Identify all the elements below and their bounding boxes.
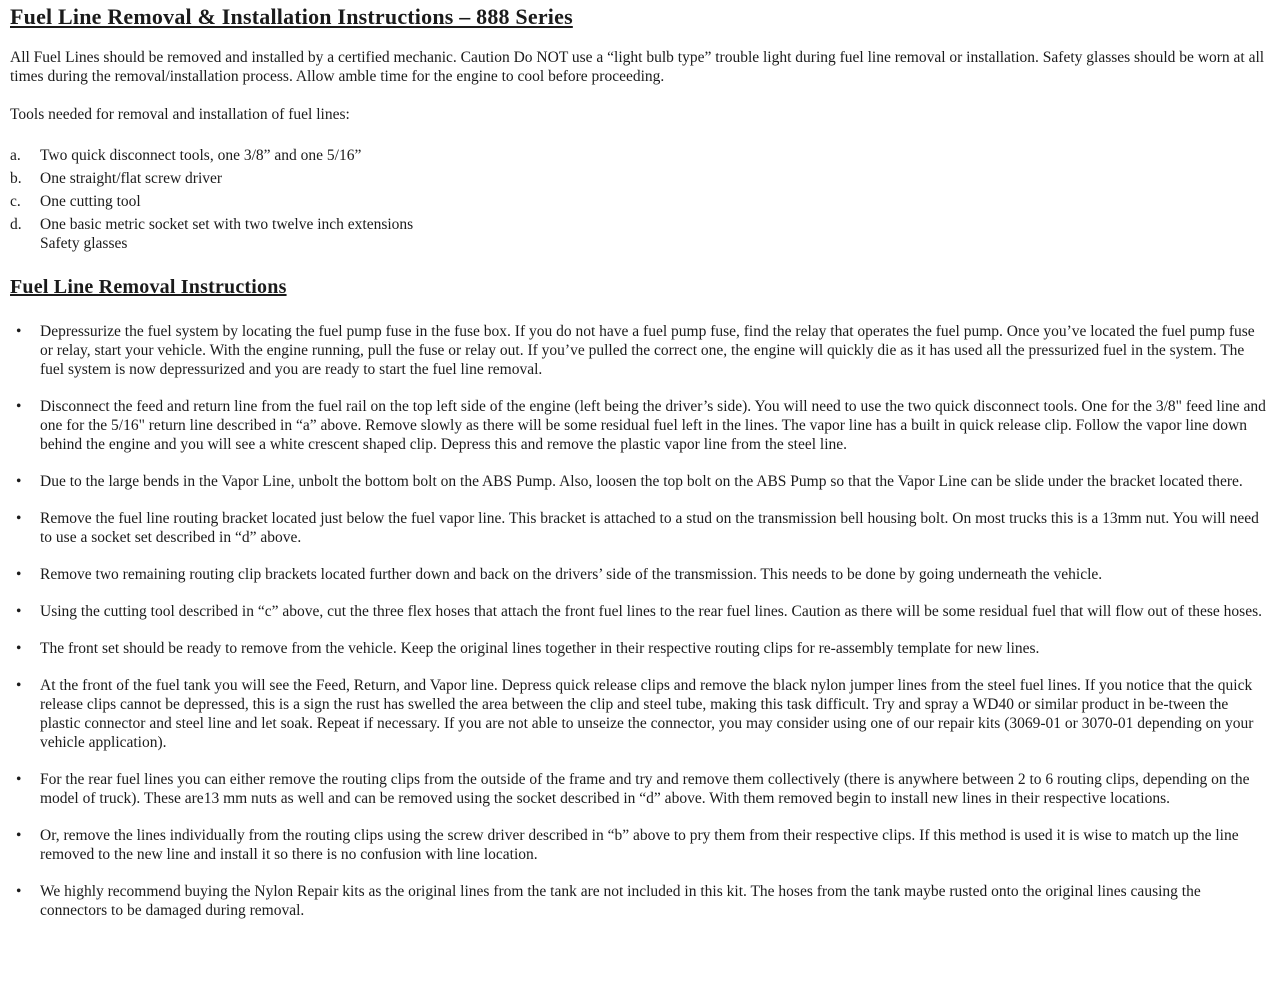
tool-text: One straight/flat screw driver (40, 170, 223, 187)
step-text: Remove the fuel line routing bracket located just below the fuel vapor line. This bracket is attached to a stud on the transmission bell housing bolt. On most trucks this is a 13mm nut. You will need to use a socket set described in “d” above. (40, 510, 1259, 546)
intro-paragraph: All Fuel Lines should be removed and installed by a certified mechanic. Caution Do NOT use a “light bulb type” trouble light during fuel line removal or installation. Safety glasses should be worn at all times during the removal/installation process. Allow amble time for the engine to cool before proceeding. (10, 49, 1265, 85)
step-item (10, 770, 1267, 808)
step-text: For the rear fuel lines you can either remove the routing clips from the outside of the frame and try and remove them collectively (there is anywhere between 2 to 6 routing clips, depending on the model of truck). These are13 mm nuts as well and can be removed using the socket described in “d” above. With them removed begin to install new lines in their respective locations. (40, 771, 1250, 807)
tool-item (10, 169, 1267, 188)
tool-text-main: One basic metric socket set with two twelve inch extensions (40, 216, 414, 233)
tools-list-heading: Tools needed for removal and installation of fuel lines: (10, 106, 350, 123)
tool-subitem: Safety glasses (40, 235, 128, 252)
tool-item (10, 146, 1267, 165)
tool-text (40, 215, 1267, 253)
tool-text: One cutting tool (40, 193, 141, 210)
step-item (10, 639, 1267, 658)
tool-marker: b. (10, 170, 22, 187)
step-text: Using the cutting tool described in “c” above, cut the three flex hoses that attach the front fuel lines to the rear fuel lines. Caution as there will be some residual fuel that will flow out of these hoses. (40, 603, 1262, 620)
tool-text: Two quick disconnect tools, one 3/8” and one 5/16” (40, 147, 362, 164)
step-item (10, 509, 1267, 547)
tool-item (10, 192, 1267, 211)
step-text: Or, remove the lines individually from the routing clips using the screw driver described in “b” above to pry them from their respective clips. If this method is used it is wise to match up the line removed to the new line and install it so there is no confusion with line location. (40, 827, 1239, 863)
step-text: We highly recommend buying the Nylon Repair kits as the original lines from the tank are not included in this kit. The hoses from the tank maybe rusted onto the original lines causing the connectors to be damaged during removal. (40, 883, 1201, 919)
step-text: At the front of the fuel tank you will see the Feed, Return, and Vapor line. Depress quick release clips and remove the black nylon jumper lines from the steel fuel lines. If you notice that the quick release clips cannot be depressed, this is a sign the rust has swelled the area between the clip and steel tube, making this task difficult. Try and spray a WD40 or similar product in be-tween the plastic connector and steel line and let soak. Repeat if necessary. If you are not able to unseize the connector, you may consider using one of our repair kits (3069-01 or 3070-01 depending on your vehicle application). (40, 677, 1254, 751)
step-text: Remove two remaining routing clip brackets located further down and back on the drivers’ side of the transmission. This needs to be done by going underneath the vehicle. (40, 566, 1103, 583)
page-title: Fuel Line Removal & Installation Instructions – 888 Series (10, 4, 573, 29)
tool-marker: c. (10, 193, 21, 210)
step-item (10, 676, 1267, 752)
step-item (10, 322, 1267, 379)
step-item (10, 397, 1267, 454)
step-item (10, 472, 1267, 491)
step-item (10, 565, 1267, 584)
section-heading: Fuel Line Removal Instructions (10, 276, 287, 298)
tools-list (10, 146, 1267, 253)
steps-list (10, 322, 1267, 920)
step-item (10, 826, 1267, 864)
step-text: The front set should be ready to remove from the vehicle. Keep the original lines together in their respective routing clips for re-assembly template for new lines. (40, 640, 1040, 657)
step-item (10, 602, 1267, 621)
tool-marker: a. (10, 147, 21, 164)
tool-item (10, 215, 1267, 253)
step-text: Due to the large bends in the Vapor Line, unbolt the bottom bolt on the ABS Pump. Also, loosen the top bolt on the ABS Pump so that the Vapor Line can be slide under the bracket located there. (40, 473, 1243, 490)
step-item (10, 882, 1267, 920)
step-text: Disconnect the feed and return line from the fuel rail on the top left side of the engine (left being the driver’s side). You will need to use the two quick disconnect tools. One for the 3/8" feed line and one for the 5/16" return line described in “a” above. Remove slowly as there will be some residual fuel left in the lines. The vapor line has a built in quick release clip. Follow the vapor line down behind the engine and you will see a white crescent shaped clip. Depress this and remove the plastic vapor line from the steel line. (40, 398, 1266, 453)
tool-marker: d. (10, 216, 22, 233)
step-text: Depressurize the fuel system by locating the fuel pump fuse in the fuse box. If you do not have a fuel pump fuse, find the relay that operates the fuel pump. Once you’ve located the fuel pump fuse or relay, start your vehicle. With the engine running, pull the fuse or relay out. If you’ve pulled the correct one, the engine will quickly die as it has used all the pressurized fuel in the system. The fuel system is now depressurized and you are ready to start the fuel line removal. (40, 323, 1255, 378)
